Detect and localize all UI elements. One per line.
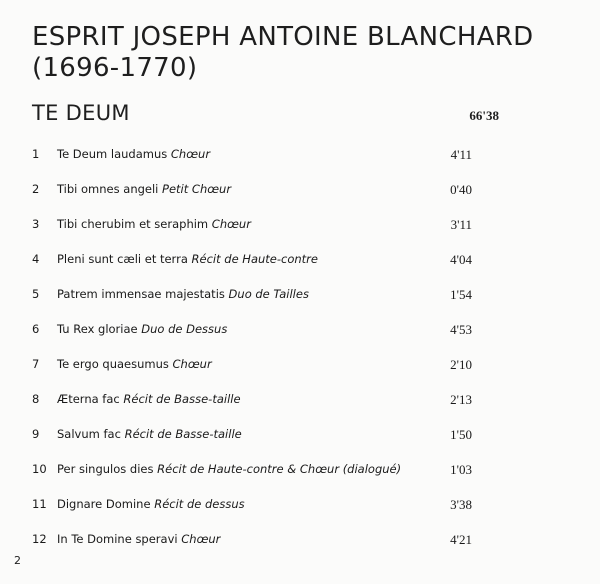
- track-scoring: Récit de Basse-taille: [123, 392, 241, 406]
- track-scoring: Récit de Haute-contre & Chœur (dialogué): [157, 462, 402, 476]
- track-number: 12: [32, 532, 47, 546]
- track-row: [0, 462, 600, 482]
- track-title-text: Dignare Domine: [57, 497, 151, 511]
- track-number: 11: [32, 497, 47, 511]
- track-row: [0, 217, 600, 237]
- track-title: [57, 217, 251, 231]
- composer-name: ESPRIT JOSEPH ANTOINE BLANCHARD: [32, 22, 534, 52]
- track-row: [0, 252, 600, 272]
- track-number: 1: [32, 147, 40, 161]
- track-number: 2: [32, 182, 40, 196]
- track-row: [0, 182, 600, 202]
- track-number: 6: [32, 322, 40, 336]
- track-scoring: Chœur: [181, 532, 221, 546]
- track-title: [57, 322, 227, 336]
- track-number: 4: [32, 252, 40, 266]
- track-title-text: Per singulos dies: [57, 462, 154, 476]
- track-number: 5: [32, 287, 40, 301]
- track-number: 3: [32, 217, 40, 231]
- track-title: [57, 532, 220, 546]
- track-duration: 1'54: [450, 287, 472, 302]
- page-number: 2: [14, 554, 21, 567]
- track-duration: 3'38: [450, 497, 472, 512]
- track-title-text: Tibi omnes angeli: [57, 182, 159, 196]
- track-duration: 1'03: [450, 462, 472, 477]
- track-title: [57, 357, 212, 371]
- track-title-text: Salvum fac: [57, 427, 121, 441]
- track-scoring: Duo de Tailles: [228, 287, 309, 301]
- track-number: 10: [32, 462, 47, 476]
- track-title-text: Æterna fac: [57, 392, 120, 406]
- track-title-text: Pleni sunt cæli et terra: [57, 252, 188, 266]
- track-scoring: Chœur: [211, 217, 251, 231]
- track-duration: 4'04: [450, 252, 472, 267]
- work-title: TE DEUM: [32, 101, 130, 125]
- track-duration: 2'10: [450, 357, 472, 372]
- track-title: [57, 252, 318, 266]
- track-title-text: In Te Domine speravi: [57, 532, 178, 546]
- track-title-text: Tibi cherubim et seraphim: [57, 217, 209, 231]
- track-title: [57, 287, 309, 301]
- track-row: [0, 427, 600, 447]
- track-title: [57, 182, 231, 196]
- track-title: [57, 147, 210, 161]
- track-row: [0, 532, 600, 552]
- track-scoring: Chœur: [170, 147, 211, 161]
- track-row: [0, 392, 600, 412]
- track-scoring: Récit de Basse-taille: [124, 427, 242, 441]
- track-title: [57, 497, 245, 511]
- track-title-text: Tu Rex gloriae: [57, 322, 138, 336]
- track-row: [0, 322, 600, 342]
- track-duration: 1'50: [450, 427, 472, 442]
- track-duration: 4'53: [450, 322, 472, 337]
- track-title: [57, 462, 401, 476]
- track-row: [0, 497, 600, 517]
- track-row: [0, 357, 600, 377]
- track-number: 9: [32, 427, 40, 441]
- track-duration: 4'21: [450, 532, 472, 547]
- track-row: [0, 147, 600, 167]
- track-scoring: Récit de dessus: [154, 497, 245, 511]
- track-title-text: Patrem immensae majestatis: [57, 287, 225, 301]
- track-duration: 3'11: [450, 217, 472, 232]
- track-title-text: Te ergo quaesumus: [57, 357, 169, 371]
- track-duration: 2'13: [450, 392, 472, 407]
- track-scoring: Duo de Dessus: [141, 322, 228, 336]
- total-duration: 66'38: [469, 108, 499, 123]
- track-scoring: Chœur: [172, 357, 212, 371]
- track-duration: 4'11: [450, 147, 472, 162]
- track-title-text: Te Deum laudamus: [57, 147, 168, 161]
- track-scoring: Petit Chœur: [162, 182, 232, 196]
- composer-heading: [32, 22, 533, 84]
- track-number: 7: [32, 357, 40, 371]
- composer-dates: (1696-1770): [32, 53, 198, 83]
- track-number: 8: [32, 392, 40, 406]
- track-title: [57, 392, 241, 406]
- track-row: [0, 287, 600, 307]
- track-title: [57, 427, 242, 441]
- track-scoring: Récit de Haute-contre: [191, 252, 318, 266]
- track-duration: 0'40: [450, 182, 472, 197]
